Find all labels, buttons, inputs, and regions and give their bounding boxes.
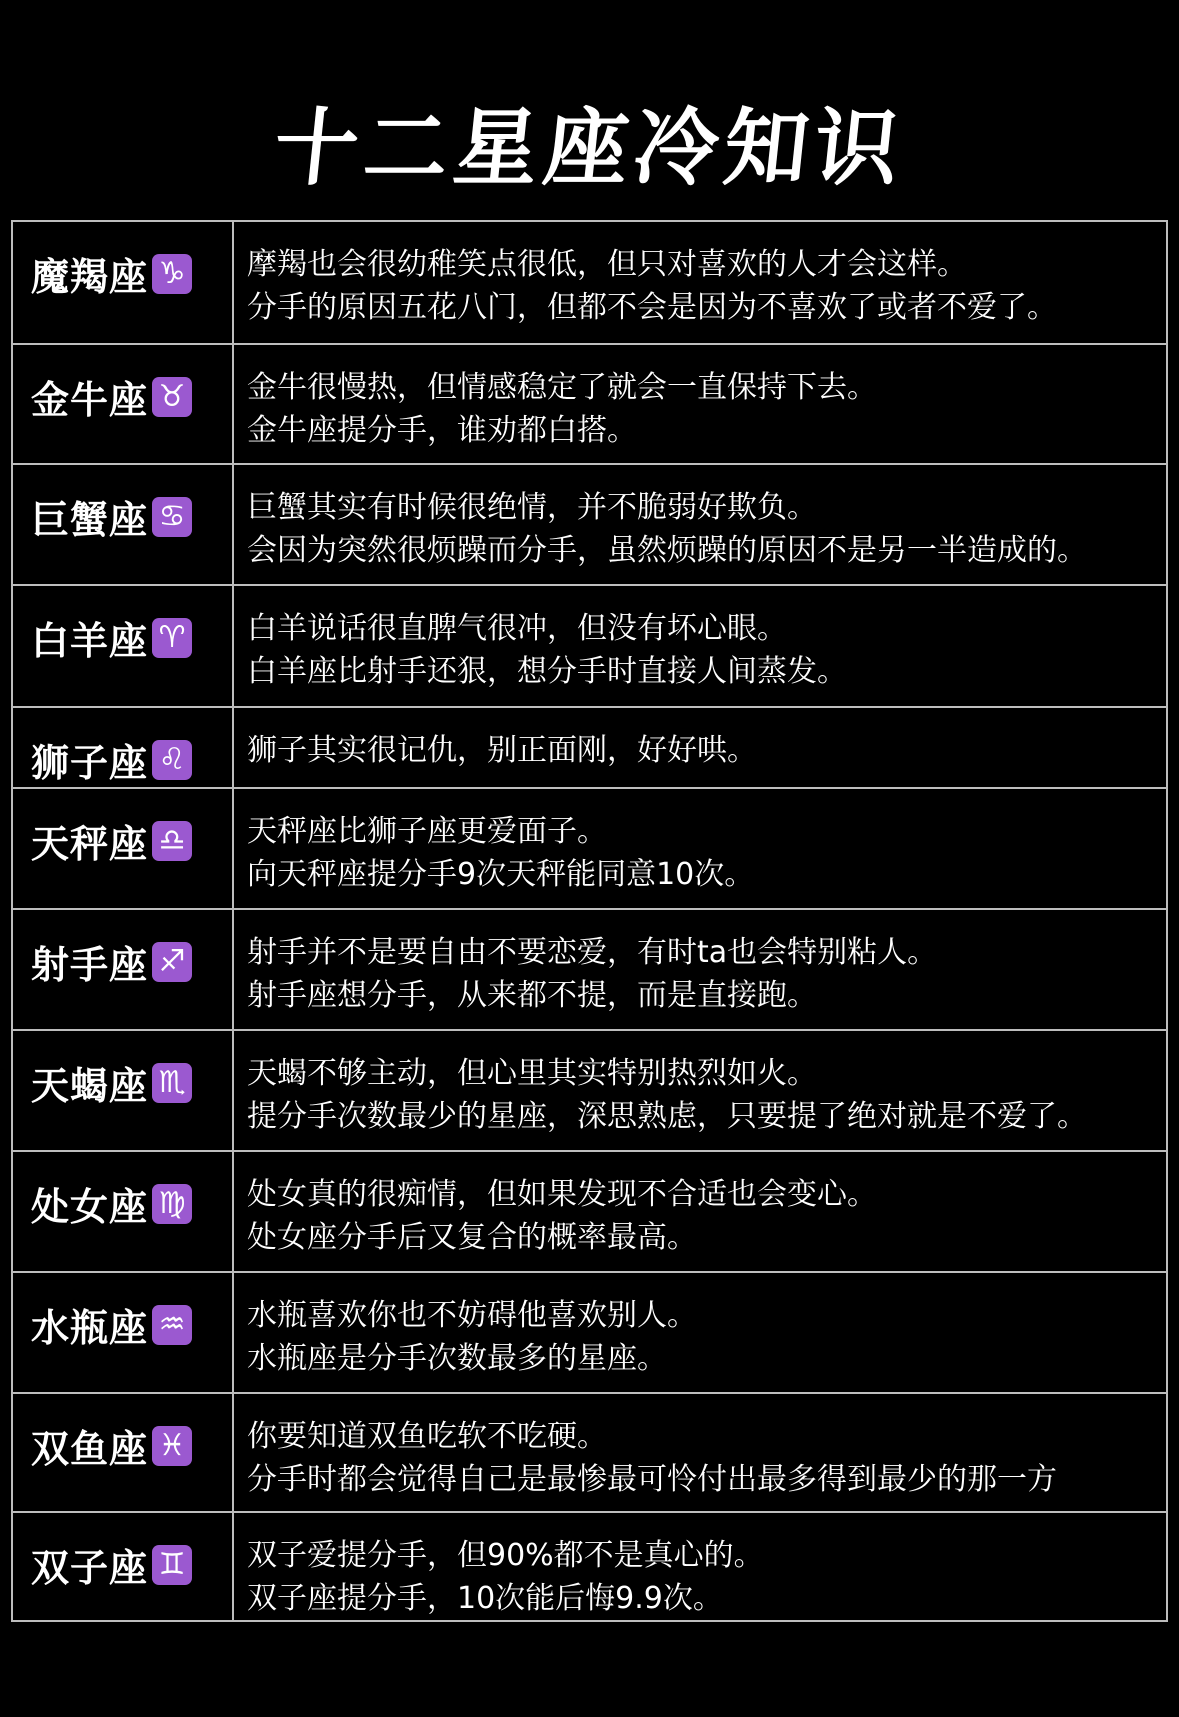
description-line: 水瓶座是分手次数最多的星座。 xyxy=(247,1341,667,1376)
table-row xyxy=(12,344,1167,464)
table-row xyxy=(12,909,1167,1030)
description-line: 双子座提分手，10次能后悔9.9次。 xyxy=(247,1581,723,1616)
description-line: 金牛座提分手，谁劝都白搭。 xyxy=(247,413,637,448)
sign-name: 巨蟹座 xyxy=(31,498,149,542)
sign-cell xyxy=(12,1512,233,1621)
sign-name: 天秤座 xyxy=(31,822,149,866)
description xyxy=(234,910,1166,1017)
description xyxy=(234,1394,1166,1501)
description-cell xyxy=(233,707,1167,788)
sign-label xyxy=(13,708,232,787)
description xyxy=(234,708,1166,772)
sign-label xyxy=(13,586,232,665)
description-line: 巨蟹其实有时候很绝情，并不脆弱好欺负。 xyxy=(247,490,817,525)
description xyxy=(234,1152,1166,1259)
table-row xyxy=(12,1030,1167,1151)
sign-name: 魔羯座 xyxy=(31,255,149,299)
description-cell xyxy=(233,1151,1167,1272)
sign-label xyxy=(13,1394,232,1473)
zodiac-facts-table xyxy=(11,220,1168,1622)
sign-label xyxy=(13,345,232,424)
table-row xyxy=(12,707,1167,788)
description-line: 向天秤座提分手9次天秤能同意10次。 xyxy=(247,857,755,892)
description-line: 会因为突然很烦躁而分手，虽然烦躁的原因不是另一半造成的。 xyxy=(247,533,1087,568)
description-line: 天蝎不够主动，但心里其实特别热烈如火。 xyxy=(247,1056,817,1091)
sign-name: 水瓶座 xyxy=(31,1306,149,1350)
sign-label xyxy=(13,465,232,544)
table-row xyxy=(12,1272,1167,1393)
sign-cell xyxy=(12,1151,233,1272)
description-line: 水瓶喜欢你也不妨碍他喜欢别人。 xyxy=(247,1298,697,1333)
table-row xyxy=(12,464,1167,585)
description-cell xyxy=(233,1272,1167,1393)
capricorn-icon: ♑ xyxy=(152,254,192,294)
description xyxy=(234,1031,1166,1138)
sign-name: 双子座 xyxy=(31,1546,149,1590)
sign-label xyxy=(13,222,232,301)
sagittarius-icon: ♐ xyxy=(152,942,192,982)
sign-label xyxy=(13,1031,232,1110)
cancer-icon: ♋ xyxy=(152,497,192,537)
sign-cell xyxy=(12,788,233,909)
description-line: 分手时都会觉得自己是最惨最可怜付出最多得到最少的那一方 xyxy=(247,1462,1057,1497)
sign-label xyxy=(13,1152,232,1231)
description-cell xyxy=(233,464,1167,585)
sign-cell xyxy=(12,585,233,707)
description-line: 狮子其实很记仇，别正面刚，好好哄。 xyxy=(247,733,757,768)
description-cell xyxy=(233,221,1167,344)
description-cell xyxy=(233,909,1167,1030)
gemini-icon: ♊ xyxy=(152,1545,192,1585)
sign-name: 金牛座 xyxy=(31,378,149,422)
table-row xyxy=(12,221,1167,344)
scorpio-icon: ♏ xyxy=(152,1063,192,1103)
sign-cell xyxy=(12,221,233,344)
pisces-icon: ♓ xyxy=(152,1426,192,1466)
sign-name: 天蝎座 xyxy=(31,1064,149,1108)
description-cell xyxy=(233,1512,1167,1621)
description-cell xyxy=(233,1030,1167,1151)
description-line: 金牛很慢热，但情感稳定了就会一直保持下去。 xyxy=(247,370,877,405)
page-title: 十二星座冷知识 xyxy=(269,99,910,197)
description xyxy=(234,1513,1166,1620)
sign-cell xyxy=(12,344,233,464)
sign-label xyxy=(13,789,232,868)
description-line: 摩羯也会很幼稚笑点很低，但只对喜欢的人才会这样。 xyxy=(247,247,967,282)
sign-name: 处女座 xyxy=(31,1185,149,1229)
description-line: 你要知道双鱼吃软不吃硬。 xyxy=(247,1419,607,1454)
sign-label xyxy=(13,1273,232,1352)
aries-icon: ♈ xyxy=(152,618,192,658)
description xyxy=(234,1273,1166,1380)
description xyxy=(234,222,1166,329)
table-row xyxy=(12,1512,1167,1621)
description-line: 双子爱提分手，但90%都不是真心的。 xyxy=(247,1538,764,1573)
description-line: 射手座想分手，从来都不提，而是直接跑。 xyxy=(247,978,817,1013)
libra-icon: ♎ xyxy=(152,821,192,861)
table-row xyxy=(12,788,1167,909)
description xyxy=(234,586,1166,693)
description xyxy=(234,465,1166,572)
table-row xyxy=(12,585,1167,707)
description-cell xyxy=(233,585,1167,707)
sign-cell xyxy=(12,1272,233,1393)
taurus-icon: ♉ xyxy=(152,377,192,417)
description-cell xyxy=(233,788,1167,909)
sign-cell xyxy=(12,464,233,585)
description-cell xyxy=(233,1393,1167,1512)
sign-label xyxy=(13,910,232,989)
sign-name: 狮子座 xyxy=(31,741,149,785)
description xyxy=(234,345,1166,452)
description-line: 分手的原因五花八门，但都不会是因为不喜欢了或者不爱了。 xyxy=(247,290,1057,325)
description xyxy=(234,789,1166,896)
aquarius-icon: ♒ xyxy=(152,1305,192,1345)
description-line: 天秤座比狮子座更爱面子。 xyxy=(247,814,607,849)
sign-cell xyxy=(12,1393,233,1512)
sign-cell xyxy=(12,1030,233,1151)
sign-name: 射手座 xyxy=(31,943,149,987)
sign-name: 双鱼座 xyxy=(31,1427,149,1471)
description-line: 处女座分手后又复合的概率最高。 xyxy=(247,1220,697,1255)
sign-name: 白羊座 xyxy=(31,619,149,663)
description-line: 提分手次数最少的星座，深思熟虑，只要提了绝对就是不爱了。 xyxy=(247,1099,1087,1134)
description-line: 白羊说话很直脾气很冲，但没有坏心眼。 xyxy=(247,611,787,646)
description-line: 白羊座比射手还狠，想分手时直接人间蒸发。 xyxy=(247,654,847,689)
sign-cell xyxy=(12,707,233,788)
table-row xyxy=(12,1393,1167,1512)
sign-cell xyxy=(12,909,233,1030)
leo-icon: ♌ xyxy=(152,740,192,780)
sign-label xyxy=(13,1513,232,1592)
description-cell xyxy=(233,344,1167,464)
table-row xyxy=(12,1151,1167,1272)
description-line: 处女真的很痴情，但如果发现不合适也会变心。 xyxy=(247,1177,877,1212)
description-line: 射手并不是要自由不要恋爱，有时ta也会特别粘人。 xyxy=(247,935,938,970)
virgo-icon: ♍ xyxy=(152,1184,192,1224)
